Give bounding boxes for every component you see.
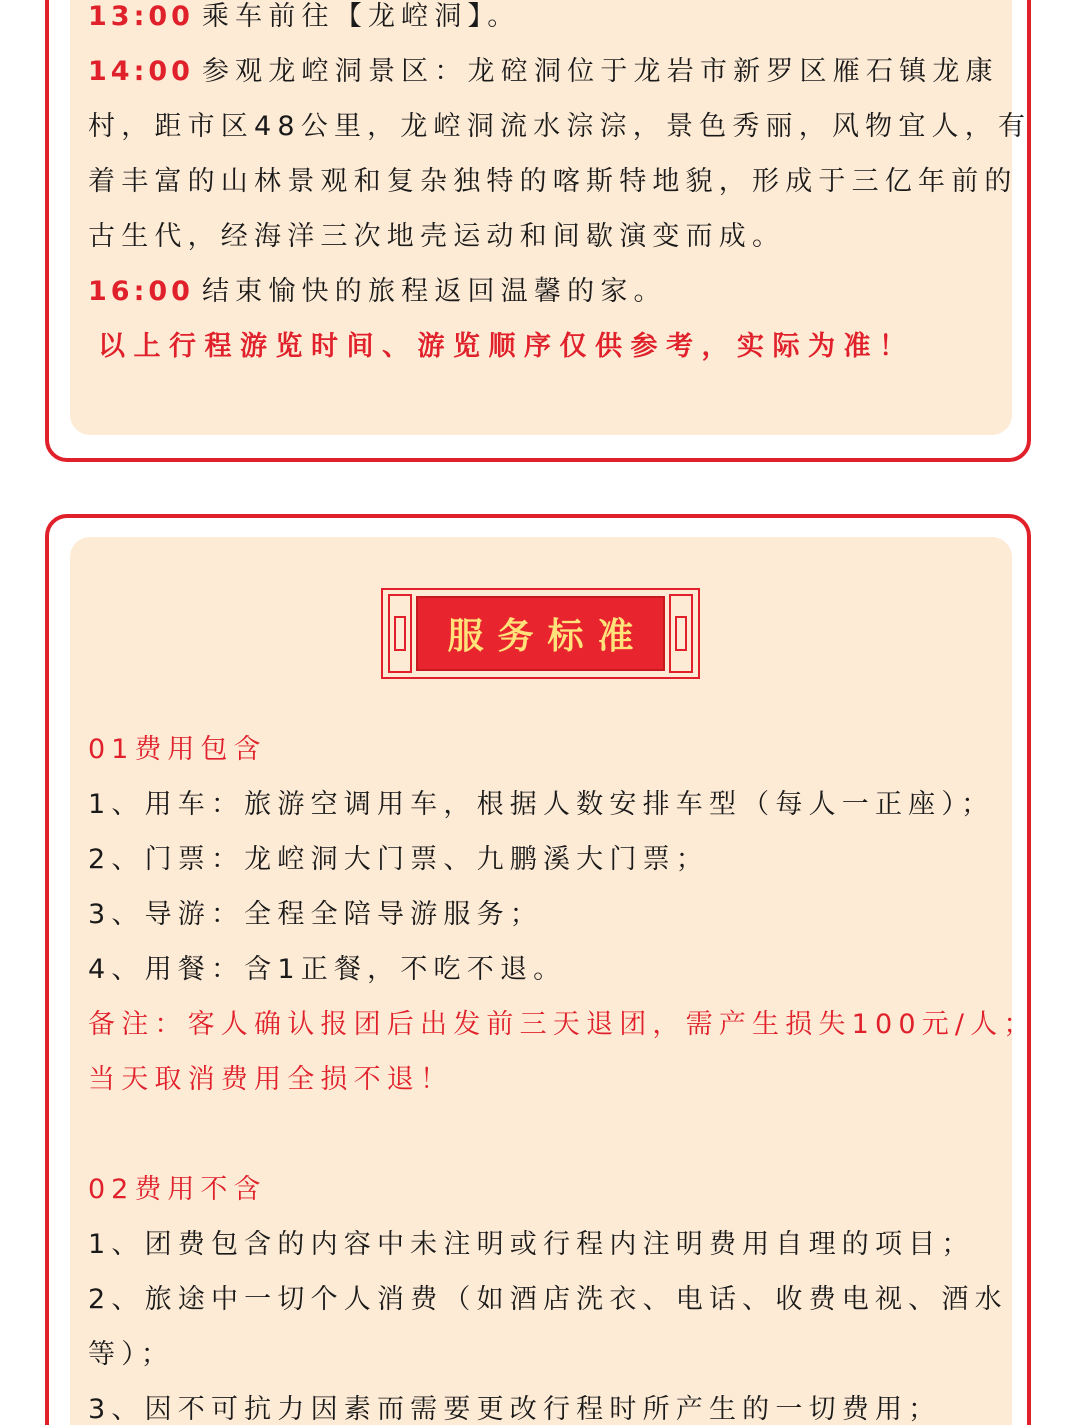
itinerary-notice: 以上行程游览时间、游览顺序仅供参考，实际为准！ xyxy=(98,331,915,362)
itinerary-text: 参观龙崆洞景区：龙硿洞位于龙岩市新罗区雁石镇龙康 xyxy=(201,56,999,87)
itinerary-text: 结束愉快的旅程返回温馨的家。 xyxy=(201,276,667,307)
itinerary-entry xyxy=(88,0,520,34)
excluded-item: 1、团费包含的内容中未注明或行程内注明费用自理的项目； xyxy=(88,1229,975,1260)
excluded-item: 3、因不可抗力因素而需要更改行程时所产生的一切费用； xyxy=(88,1394,942,1425)
banner-lattice-right xyxy=(669,594,693,673)
itinerary-time: 16:00 xyxy=(88,276,194,307)
included-item: 4、用餐：含1正餐，不吃不退。 xyxy=(88,954,567,985)
remark-line: 当天取消费用全损不退！ xyxy=(88,1064,454,1095)
itinerary-text-line: 古生代，经海洋三次地壳运动和间歇演变而成。 xyxy=(88,221,786,252)
included-heading: 01费用包含 xyxy=(88,734,267,765)
remark-line: 备注：客人确认报团后出发前三天退团，需产生损失100元/人； xyxy=(88,1009,1037,1040)
included-item: 2、门票：龙崆洞大门票、九鹏溪大门票； xyxy=(88,844,709,875)
included-item: 3、导游：全程全陪导游服务； xyxy=(88,899,543,930)
excluded-item: 等）； xyxy=(88,1339,175,1370)
itinerary-text: 乘车前往【龙崆洞】。 xyxy=(201,1,521,32)
section-title: 服务标准 xyxy=(447,616,648,657)
excluded-heading: 02费用不含 xyxy=(88,1174,267,1205)
itinerary-time: 13:00 xyxy=(88,1,194,32)
itinerary-entry xyxy=(88,55,999,89)
included-item: 1、用车：旅游空调用车，根据人数安排车型（每人一正座）； xyxy=(88,789,995,820)
section-title-banner xyxy=(381,588,700,679)
excluded-item: 2、旅途中一切个人消费（如酒店洗衣、电话、收费电视、酒水 xyxy=(88,1284,1008,1315)
itinerary-entry xyxy=(88,275,667,309)
banner-center xyxy=(416,596,665,671)
banner-lattice-left xyxy=(388,594,412,673)
itinerary-time: 14:00 xyxy=(88,56,194,87)
itinerary-text-line: 着丰富的山林景观和复杂独特的喀斯特地貌，形成于三亿年前的 xyxy=(88,166,1018,197)
itinerary-text-line: 村，距市区48公里，龙崆洞流水淙淙，景色秀丽，风物宜人，有 xyxy=(88,111,1032,142)
